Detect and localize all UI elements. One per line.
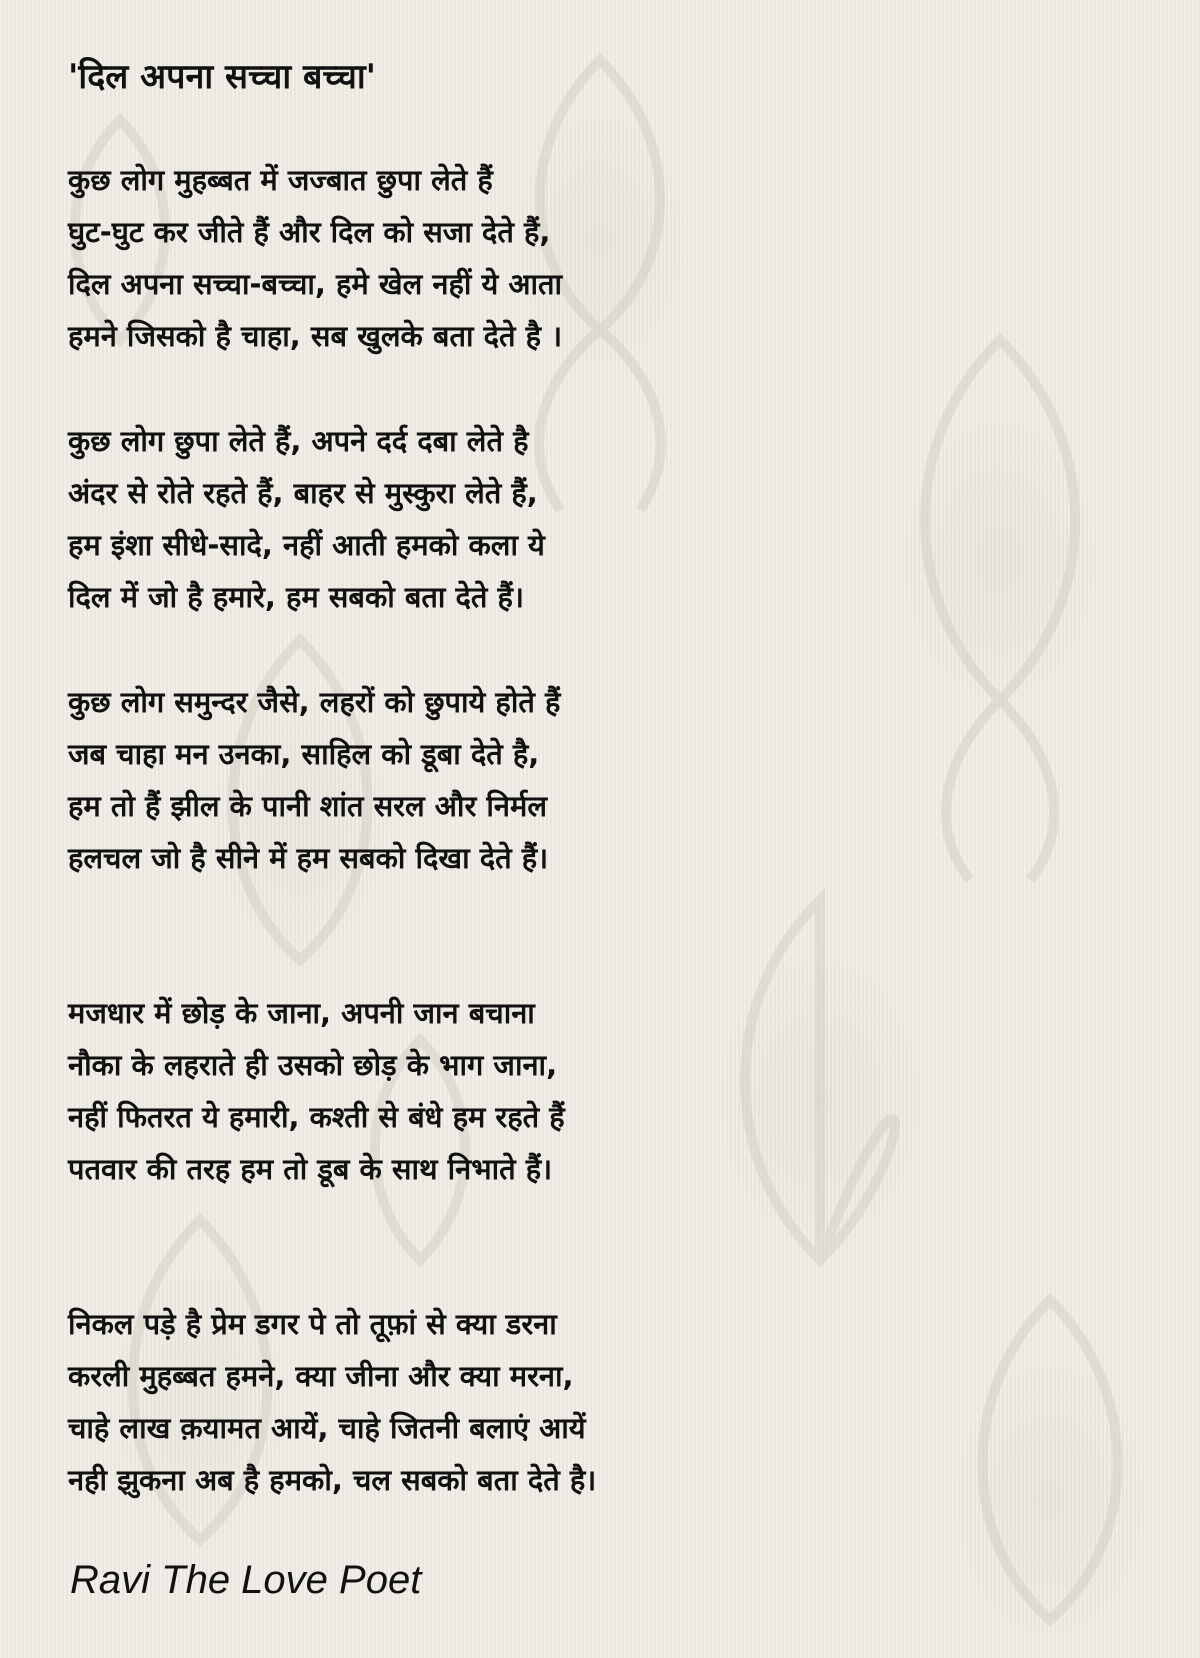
poem-line: करली मुहब्बत हमने, क्या जीना और क्या मरना, bbox=[68, 1359, 574, 1393]
poem-line: कुछ लोग समुन्दर जैसे, लहरों को छुपाये होते हैं bbox=[68, 685, 561, 719]
stanza-spacer bbox=[68, 1195, 828, 1298]
poem-line: दिल अपना सच्चा-बच्चा, हमे खेल नहीं ये आता bbox=[68, 267, 563, 301]
poem-line: हम तो हैं झील के पानी शांत सरल और निर्मल bbox=[68, 789, 548, 823]
poem-line: नौका के लहराते ही उसको छोड़ के भाग जाना, bbox=[68, 1048, 558, 1082]
poem-line: चाहे लाख क़यामत आयें, चाहे जितनी बलाएं आयें bbox=[68, 1411, 586, 1445]
poem-line: जब चाहा मन उनका, साहिल को डूबा देते है, bbox=[68, 737, 540, 771]
poem-line: निकल पड़े है प्रेम डगर पे तो तूफ़ां से क्या डरना bbox=[68, 1307, 557, 1341]
poem-line: दिल में जो है हमारे, हम सबको बता देते हैं। bbox=[68, 580, 524, 614]
poem-line: हमने जिसको है चाहा, सब खुलके बता देते है । bbox=[68, 319, 563, 353]
poem-line: कुछ लोग छुपा लेते हैं, अपने दर्द दबा लेते है bbox=[68, 424, 529, 458]
poem-title: 'दिल अपना सच्चा बच्चा' bbox=[68, 57, 377, 97]
poem-line: मजधार में छोड़ के जाना, अपनी जान बचाना bbox=[68, 996, 535, 1030]
poem-line: नही झुकना अब है हमको, चल सबको बता देते है। bbox=[68, 1463, 597, 1497]
stanza-3 bbox=[68, 676, 828, 884]
stanza-5 bbox=[68, 1298, 828, 1506]
poem-line: पतवार की तरह हम तो डूब के साथ निभाते हैं। bbox=[68, 1152, 553, 1186]
poem-line: हम इंशा सीधे-सादे, नहीं आती हमको कला ये bbox=[68, 528, 545, 562]
poem-line: नहीं फितरत ये हमारी, कश्ती से बंधे हम रहते हैं bbox=[68, 1100, 565, 1134]
poem-line: अंदर से रोते रहते हैं, बाहर से मुस्कुरा लेते हैं, bbox=[68, 476, 538, 510]
poem bbox=[68, 52, 828, 1506]
poem-line: कुछ लोग मुहब्बत में जज्बात छुपा लेते हैं bbox=[68, 163, 493, 197]
poem-line: हलचल जो है सीने में हम सबको दिखा देते हैं। bbox=[68, 841, 549, 875]
stanza-1 bbox=[68, 154, 828, 362]
stanza-2 bbox=[68, 415, 828, 623]
stanza-4 bbox=[68, 987, 828, 1195]
poem-line: घुट-घुट कर जीते हैं और दिल को सजा देते हैं, bbox=[68, 215, 551, 249]
stanza-spacer bbox=[68, 362, 828, 415]
stanza-spacer bbox=[68, 884, 828, 987]
stanza-spacer bbox=[68, 623, 828, 676]
poet-signature: Ravi The Love Poet bbox=[70, 1558, 422, 1602]
